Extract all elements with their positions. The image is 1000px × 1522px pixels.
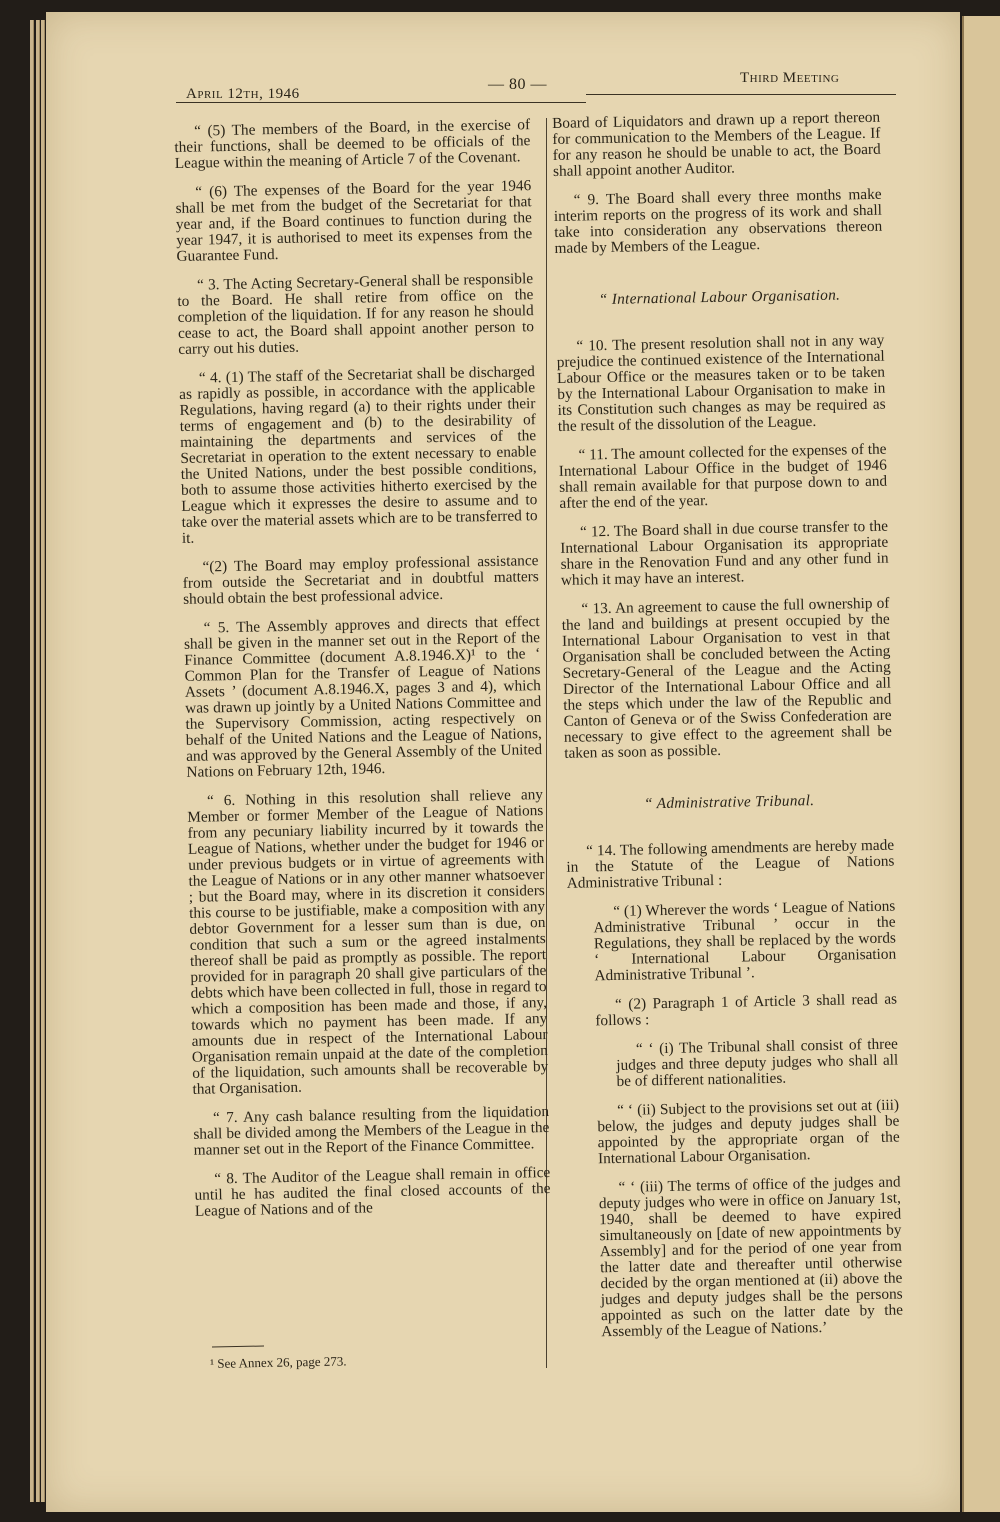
page-number: — 80 —	[488, 76, 547, 93]
running-head-meeting: Third Meeting	[740, 70, 840, 86]
paragraph: “ ‘ (ii) Subject to the provisions set out at (iii) below, the judges and deputy judges shall be appointed by the appropriate organ of the International Labour Organisation.	[597, 1096, 900, 1168]
paragraph: “ (6) The expenses of the Board for the year 1946 shall be met from the budget of the Secretariat for that year and, if the Board continues to function during the year 1947, it is authorised to meet its expenses from the Guarantee Fund.	[175, 177, 533, 265]
page-edge	[41, 20, 45, 1502]
paragraph: “ (1) Wherever the words ‘ League of Nations Administrative Tribunal ’ occur in the Regulations, they shall be replaced by the words ‘ International Labour Organisation Administrative Tribunal ’.	[593, 897, 897, 985]
left-column	[174, 117, 551, 1233]
adjacent-page-edge	[962, 16, 1000, 1512]
section-heading: “ Administrative Tribunal.	[643, 792, 815, 813]
paragraph: “ 5. The Assembly approves and directs that effect shall be given in the manner set out in the Report of the Finance Committee (document A.8.1946.X)¹ to the ‘ Common Plan for the Transfer of League of Nations Assets ’ (document A.8.1946.X, pages 3 and 4), which was drawn up jointly by a United Nations Committee and the Supervisory Commission, acting respectively on behalf of the United Nations and the League of Nations, and was approved by the General Assembly of the United Nations on February 12th, 1946.	[183, 613, 543, 781]
right-column	[552, 110, 904, 1354]
paragraph: “ 8. The Auditor of the League shall remain in office until he has audited the final closed accounts of the League of Nations and of the	[194, 1163, 551, 1220]
paragraph: “ 14. The following amendments are hereby made in the Statute of the League of Nations Administrative Tribunal :	[566, 836, 895, 892]
paragraph: “ 10. The present resolution shall not in any way prejudice the continued existence of the International Labour Office or the measures taken or to be taken by the International Labour Organisation to make in its Constitution such changes as may be required as the result of the dissolution of the League.	[556, 331, 886, 435]
header-rule	[586, 94, 896, 95]
paragraph: “ 6. Nothing in this resolution shall relieve any Member or former Member of the League of Nations from any pecuniary liability incurred by it towards the League of Nations, whether under the budget for 1946 or under previous budgets or in virtue of agreements with the League of Nations or in any other manner whatsoever ; but the Board may, where in its discretion it considers this course to be justifiable, make a composition with any debtor Government for a lesser sum than is due, on condition that such a sum or the agreed instalments thereof shall be paid as promptly as possible. The report provided for in paragraph 20 shall give particulars of the debts which have been collected in full, those in regard to which a composition has been made and those, if any, towards which no payment has been made. If any amounts due in respect of the International Labour Organisation remain unpaid at the date of the completion of the liquidation, such amounts shall be recoverable by that Organisation.	[187, 786, 549, 1098]
paragraph: “(2) The Board may employ professional assistance from outside the Secretariat and in doubtful matters should obtain the best professional advice.	[182, 552, 539, 608]
paragraph: “ (5) The members of the Board, in the exercise of their functions, shall be deemed to be officials of the League within the meaning of Article 7 of the Covenant.	[174, 116, 531, 172]
paragraph: “ 11. The amount collected for the expenses of the International Labour Office in the budget of 1946 shall remain available for that purpose down to and after the end of the year.	[558, 440, 888, 512]
running-head-date: April 12th, 1946	[186, 86, 300, 102]
paragraph: “ 9. The Board shall every three months make interim reports on the progress of its work and shall take into consideration any observations thereon made by Members of the League.	[553, 185, 883, 257]
paragraph: “ 3. The Acting Secretary-General shall be responsible to the Board. He shall retire from office on the completion of the liquidation. If for any reason he should cease to act, the Board shall appoint another person to carry out his duties.	[177, 270, 535, 358]
section-heading: “ International Labour Organisation.	[598, 286, 841, 309]
paragraph: “ ‘ (i) The Tribunal shall consist of three judges and three deputy judges who shall all be of different nationalities.	[616, 1035, 899, 1090]
paragraph: “ 7. Any cash balance resulting from the liquidation shall be divided among the Members of the League in the manner set out in the Report of the Finance Committee.	[193, 1102, 550, 1159]
paragraph: “ 13. An agreement to cause the full ownership of the land and buildings at present occupied by the International Labour Organisation to vest in that Organisation shall be concluded between the Acting Secretary-General of the League and the Acting Director of the International Labour Office and all the steps which under the law of the Republic and Canton of Geneva or of the Swiss Confederation are necessary to give effect to the agreement shall be taken as soon as possible.	[561, 594, 893, 762]
header-rule	[176, 102, 586, 103]
paragraph: “ ‘ (iii) The terms of office of the judges and deputy judges who were in office on January 1st, 1940, shall be deemed to have expired simultaneously on [date of new appointments by Assembly] and for the period of one year from the latter date and thereafter until otherwise decided by the organ mentioned at (ii) above the judges and deputy judges shall be the persons appointed as such on the latter date by the Assembly of the League of Nations.’	[598, 1173, 904, 1341]
paragraph: “ (2) Paragraph 1 of Article 3 shall read as follows :	[595, 990, 898, 1030]
page-edge	[30, 20, 34, 1502]
paragraph: “ 12. The Board shall in due course transfer to the International Labour Organisation its appropriate share in the Renovation Fund and any other fund in which it may have an interest.	[560, 517, 889, 589]
footnote: ¹ See Annex 26, page 273.	[210, 1353, 347, 1371]
paragraph: “ 4. (1) The staff of the Secretariat shall be discharged as rapidly as possible, in accordance with the applicable Regulations, having regard (a) to their rights under their terms of engagement and (b) to the desirability of maintaining the departments and services of the Secretariat in operation to the extent necessary to enable the United Nations, under the best possible conditions, both to assume those activities hitherto exercised by the League which it expresses the desire to assume and to take over the material assets which are to be transferred to it.	[179, 363, 538, 547]
paragraph: Board of Liquidators and drawn up a report thereon for communication to the Members of the League. If for any reason he should be unable to act, the Board shall appoint another Auditor.	[551, 108, 881, 180]
page-edge	[36, 20, 40, 1502]
